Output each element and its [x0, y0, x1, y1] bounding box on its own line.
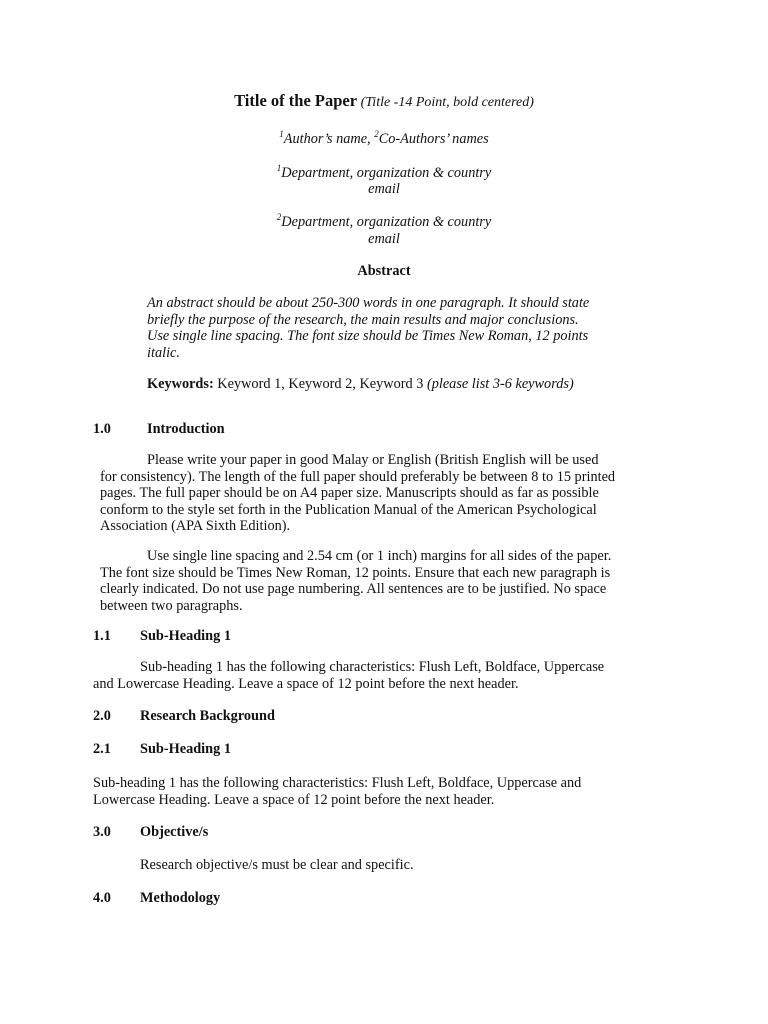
abstract-line: An abstract should be about 250-300 words in one paragraph. It should state: [147, 295, 590, 311]
affiliation-1-superscript: 1: [276, 163, 282, 174]
affiliation-2-dept: [0, 214, 768, 231]
paragraph-line: The font size should be Times New Roman, 12 points. Ensure that each new paragraph is: [100, 564, 611, 581]
author-name: Author’s name,: [283, 131, 375, 147]
paragraph-line: for consistency). The length of the full paper should preferably be between 8 to 15 printed: [100, 468, 616, 485]
section-title: Sub-Heading 1: [140, 741, 231, 757]
paper-title-note: (Title -14 Point, bold centered): [360, 95, 534, 110]
coauthor-names: Co-Authors’ names: [378, 131, 489, 147]
abstract-line: italic.: [147, 344, 180, 361]
keywords-note: (please list 3-6 keywords): [426, 376, 574, 392]
section-title: Objective/s: [140, 824, 209, 840]
paper-title-line: [0, 93, 768, 112]
section-number: 4.0: [93, 890, 111, 906]
paragraph-line: conform to the style set forth in the Publication Manual of the American Psychological: [100, 501, 597, 518]
paragraph-line: clearly indicated. Do not use page numbering. All sentences are to be justified. No space: [100, 581, 607, 597]
paragraph-line: Lowercase Heading. Leave a space of 12 point before the next header.: [93, 791, 495, 808]
keywords-text: Keyword 1, Keyword 2, Keyword 3: [213, 376, 427, 392]
abstract-line: briefly the purpose of the research, the main results and major conclusions.: [147, 311, 579, 328]
section-1-0-heading: [93, 421, 393, 438]
section-2-0-heading: [93, 708, 393, 725]
section-title: Sub-Heading 1: [140, 628, 231, 644]
affiliation-2-superscript: 2: [276, 212, 282, 223]
affiliation-1-email: email: [368, 181, 400, 197]
paragraph-line: pages. The full paper should be on A4 paper size. Manuscripts should as far as possible: [100, 485, 599, 501]
section-2-1-paragraph: [93, 775, 675, 808]
keywords-label: Keywords:: [147, 376, 214, 392]
section-title: Methodology: [140, 890, 221, 906]
abstract-body: [147, 295, 632, 361]
intro-paragraph-1: [100, 452, 670, 535]
affiliation-1-text: Department, organization & country: [281, 165, 492, 181]
intro-paragraph-2: [100, 548, 670, 614]
paper-title: Title of the Paper: [234, 91, 358, 110]
abstract-line: Use single line spacing. The font size should be Times New Roman, 12 points: [147, 328, 589, 344]
affiliation-2-email: email: [368, 231, 400, 247]
paragraph-line: Sub-heading 1 has the following characteristics: Flush Left, Boldface, Uppercase and: [93, 775, 582, 791]
author-superscript: 1: [279, 129, 284, 140]
paragraph-line: Use single line spacing and 2.54 cm (or 1 inch) margins for all sides of the paper.: [147, 548, 612, 564]
abstract-heading: Abstract: [357, 263, 411, 279]
section-number: 3.0: [93, 824, 111, 840]
keywords-line: [147, 376, 647, 393]
section-title: Research Background: [140, 708, 275, 724]
section-title: Introduction: [147, 421, 225, 437]
section-number: 2.0: [93, 708, 111, 724]
section-2-1-heading: [93, 741, 393, 758]
section-number: 2.1: [93, 741, 111, 757]
section-3-0-paragraph: Research objective/s must be clear and specific.: [140, 857, 414, 873]
section-1-1-paragraph: [93, 659, 671, 692]
section-number: 1.1: [93, 628, 111, 644]
affiliation-2-text: Department, organization & country: [281, 214, 492, 230]
affiliation-1-dept: [0, 165, 768, 182]
section-4-0-heading: [93, 890, 393, 907]
paragraph-line: between two paragraphs.: [100, 597, 243, 614]
paragraph-line: Sub-heading 1 has the following characteristics: Flush Left, Boldface, Uppercase: [140, 659, 605, 675]
coauthor-superscript: 2: [374, 129, 379, 140]
paragraph-line: Please write your paper in good Malay or English (British English will be used: [147, 452, 599, 468]
section-number: 1.0: [93, 421, 111, 437]
paragraph-line: and Lowercase Heading. Leave a space of 12 point before the next header.: [93, 675, 519, 692]
authors-line: [0, 131, 768, 148]
section-3-0-heading: [93, 824, 393, 841]
section-1-1-heading: [93, 628, 393, 645]
paragraph-line: Association (APA Sixth Edition).: [100, 518, 291, 534]
